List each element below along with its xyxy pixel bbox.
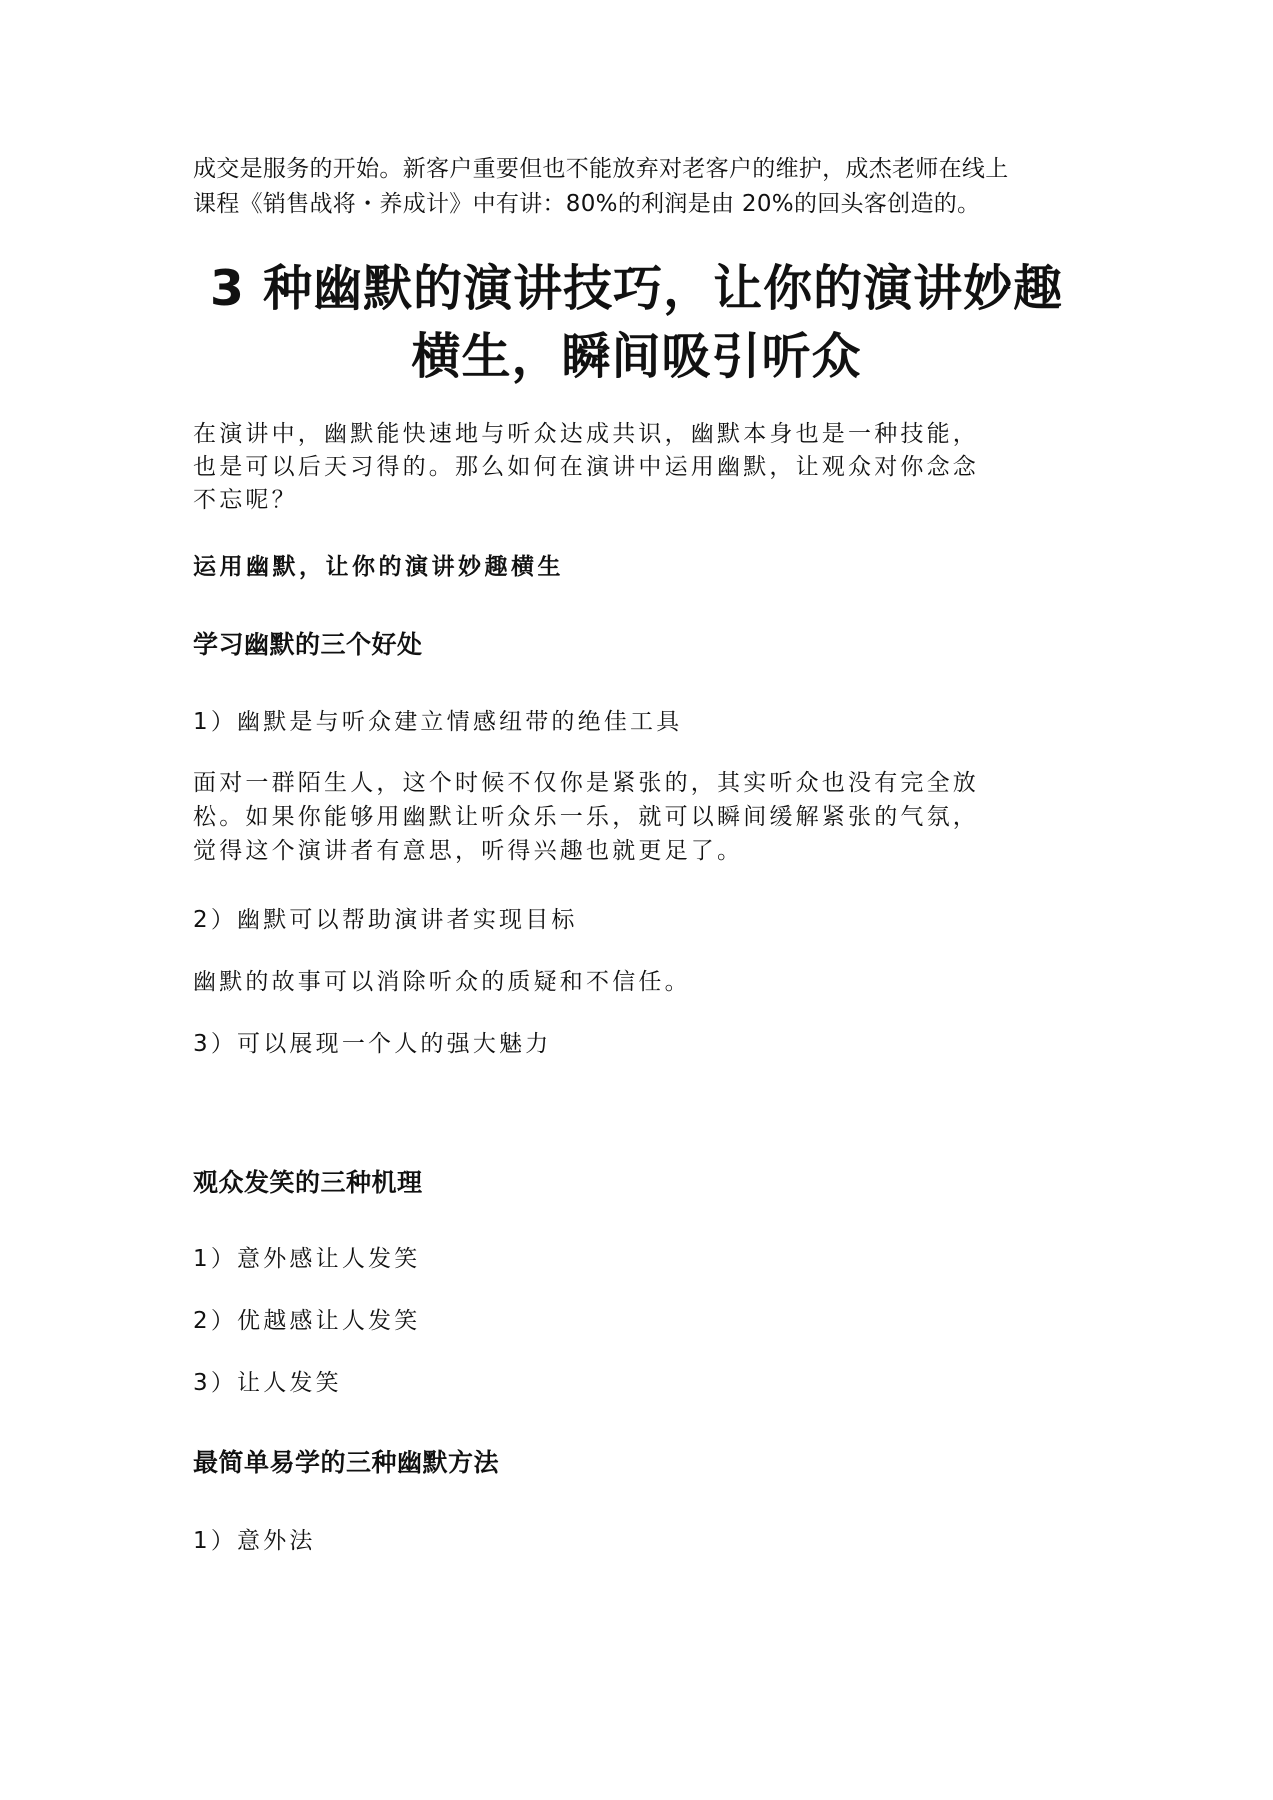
lead-line: 在演讲中，幽默能快速地与听众达成共识，幽默本身也是一种技能， [193,421,979,447]
list-item: 3）让人发笑 [193,1370,342,1396]
title-line: 横生，瞬间吸引听众 [411,328,862,385]
intro-paragraph [193,152,1093,222]
list-item: 2）幽默可以帮助演讲者实现目标 [193,907,578,933]
paragraph-line: 松。如果你能够用幽默让听众乐一乐，就可以瞬间缓解紧张的气氛， [193,804,979,830]
lead-paragraph [193,418,1093,517]
body-paragraph [193,766,1093,868]
paragraph-line: 觉得这个演讲者有意思，听得兴趣也就更足了。 [193,838,744,864]
section-heading-methods: 最简单易学的三种幽默方法 [193,1448,500,1477]
section-heading-mechanisms: 观众发笑的三种机理 [193,1168,423,1197]
list-item: 3）可以展现一个人的强大魅力 [193,1031,552,1057]
list-item: 1）幽默是与听众建立情感纽带的绝佳工具 [193,709,683,735]
lead-line: 也是可以后天习得的。那么如何在演讲中运用幽默，让观众对你念念 [193,454,979,480]
paragraph-line: 面对一群陌生人，这个时候不仅你是紧张的，其实听众也没有完全放 [193,770,979,796]
lead-line: 不忘呢？ [193,487,298,513]
subtitle: 运用幽默，让你的演讲妙趣横生 [193,554,564,580]
list-item: 1）意外感让人发笑 [193,1246,421,1272]
intro-line: 成交是服务的开始。新客户重要但也不能放弃对老客户的维护，成杰老师在线上 [193,156,1009,182]
intro-line: 课程《销售战将・养成计》中有讲：80%的利润是由 20%的回头客创造的。 [193,191,981,217]
section-heading-benefits: 学习幽默的三个好处 [193,630,423,659]
list-item: 1）意外法 [193,1528,316,1554]
article-title [150,255,1123,391]
list-item: 2）优越感让人发笑 [193,1308,421,1334]
title-line: 3 种幽默的演讲技巧，让你的演讲妙趣 [209,260,1064,317]
body-paragraph: 幽默的故事可以消除听众的质疑和不信任。 [193,969,691,995]
